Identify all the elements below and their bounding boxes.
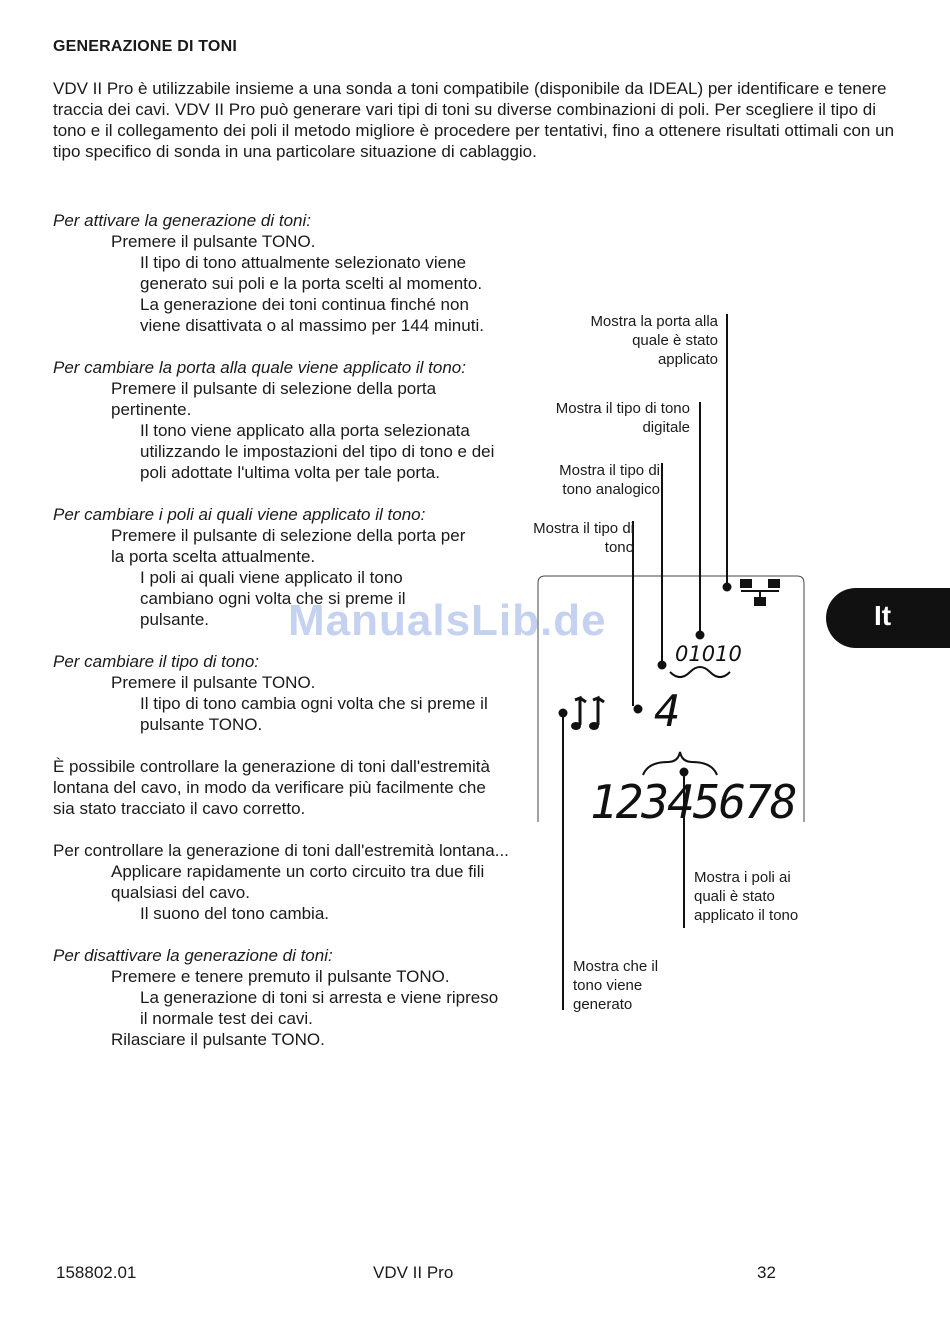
step: Premere il pulsante di selezione della porta per la porta scelta attualmente.	[111, 526, 466, 566]
step: Premere e tenere premuto il pulsante TONO.	[111, 967, 450, 986]
digital-code: 01010	[675, 642, 742, 666]
paragraph: È possibile controllare la generazione di toni dall'estremità lontana del cavo, in modo da verificare più facilmente che sia stato tracciato il cavo corretto.	[53, 757, 490, 818]
music-note-icon	[571, 698, 604, 730]
leader-tonetype-dot	[634, 705, 643, 714]
label-tonetype: Mostra il tipo di tono	[533, 520, 634, 556]
label-generated: Mostra che il tono viene generato	[573, 958, 659, 1013]
step: Premere il pulsante TONO.	[111, 232, 316, 251]
label-digital: Mostra il tipo di tono digitale	[555, 400, 690, 436]
section-deactivate	[53, 945, 523, 1050]
step: Applicare rapidamente un corto circuito tra due fili qualsiasi del cavo.	[111, 862, 485, 902]
step: Premere il pulsante TONO.	[111, 673, 316, 692]
pin-numbers: 12345678	[590, 775, 796, 829]
step-result: Il tono viene applicato alla porta selezionata utilizzando le impostazioni del tipo di tono e dei poli adottate l'ultima volta per tale porta.	[140, 421, 495, 482]
footer-doc-number: 158802.01	[56, 1263, 137, 1282]
section-change-type	[53, 651, 523, 735]
section-heading: Per attivare la generazione di toni:	[53, 211, 311, 230]
section-change-port	[53, 357, 523, 483]
label-analog: Mostra il tipo di tono analogico	[559, 462, 660, 498]
leader-port-dot	[723, 583, 732, 592]
section-heading: Per cambiare i poli ai quali viene applicato il tono:	[53, 505, 426, 524]
section-heading: Per cambiare il tipo di tono:	[53, 652, 259, 671]
step: Rilasciare il pulsante TONO.	[111, 1030, 325, 1049]
step: Premere il pulsante di selezione della porta pertinente.	[111, 379, 437, 419]
leader-analog-dot	[658, 661, 667, 670]
step-result: Il tipo di tono cambia ogni volta che si preme il pulsante TONO.	[140, 694, 488, 734]
tone-type-digit: 4	[654, 686, 681, 737]
watermark: ManualsLib.de	[288, 596, 607, 645]
section-far-end-info	[53, 756, 523, 819]
step-result: La generazione di toni si arresta e viene ripreso il normale test dei cavi.	[140, 988, 499, 1028]
section-far-end-check	[53, 840, 523, 924]
label-poles: Mostra i poli ai quali è stato applicato il tono	[694, 869, 799, 924]
language-tab	[826, 588, 950, 648]
section-heading: Per disattivare la generazione di toni:	[53, 946, 333, 965]
footer-product: VDV II Pro	[373, 1263, 454, 1282]
intro-paragraph: VDV II Pro è utilizzabile insieme a una sonda a toni compatibile (disponibile da IDEAL) per identificare e tenere traccia dei cavi. VDV II Pro può generare vari tipi di toni su diverse combinazioni di poli. Per scegliere il tipo di tono e il collegamento dei poli il metodo migliore è procedere per tentativi, fino a ottenere risultati ottimali con un tipo specifico di sonda in una particolare situazione di cablaggio.	[53, 79, 895, 161]
label-port: Mostra la porta alla quale è stato applicato	[590, 313, 718, 368]
step-result: I poli ai quali viene applicato il tono cambiano ogni volta che si preme il pulsante.	[140, 568, 406, 629]
analog-wave-icon	[670, 667, 730, 677]
language-tab-label: It	[874, 600, 892, 631]
section-activate	[53, 210, 523, 336]
step-result: Il suono del tono cambia.	[140, 904, 330, 923]
step-result: Il tipo di tono attualmente selezionato viene generato sui poli e la porta scelti al momento.	[140, 253, 483, 293]
leader-generated-dot	[559, 709, 568, 718]
section-heading: Per cambiare la porta alla quale viene applicato il tono:	[53, 358, 466, 377]
page-title: GENERAZIONE DI TONI	[53, 38, 237, 55]
network-icon	[740, 579, 780, 606]
leader-digital-dot	[696, 631, 705, 640]
step-result: La generazione dei toni continua finché non viene disattivata o al massimo per 144 minuti.	[140, 295, 484, 335]
paragraph: Per controllare la generazione di toni dall'estremità lontana...	[53, 841, 509, 860]
footer-page-number: 32	[757, 1263, 776, 1282]
